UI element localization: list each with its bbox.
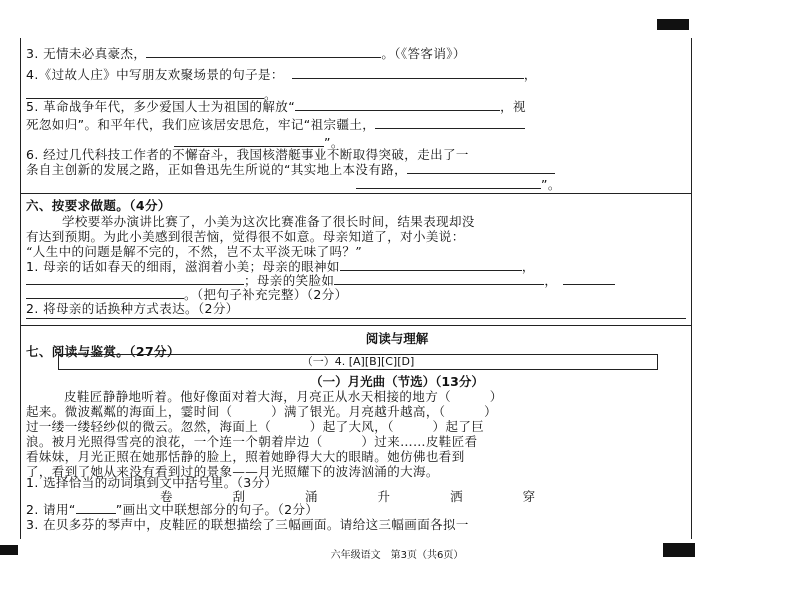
section-6-passage-line3: “人生中的问题是解不完的，不然，岂不太平淡无味了吗？” (26, 244, 363, 259)
question-5-text-2: 死忽如归”。和平年代，我们应该居安思危，牢记“祖宗疆土， (26, 117, 376, 132)
section-6-passage-line2: 有达到预期。为此小美感到很苦恼，觉得很不如意。母亲知道了，对小美说： (26, 229, 465, 244)
punctuation: ， (521, 259, 535, 274)
punctuation: 。 (264, 87, 277, 102)
question-5-line2 (26, 116, 525, 133)
question-2-text: 2. 请用“ (26, 502, 76, 517)
reading-question-3: 3. 在贝多芬的琴声中，皮鞋匠的联想描绘了三幅画面。请给这三幅画面各拟一 (26, 517, 469, 532)
passage-line-1: 皮鞋匠静静地听着。他好像面对着大海，月亮正从水天相接的地方（ ） (64, 389, 503, 404)
punctuation: ”。 (541, 177, 561, 192)
answer-blank[interactable] (26, 272, 244, 285)
reading-question-1: 1. 选择恰当的动词填到文中括号里。（3分） (26, 475, 278, 490)
question-1-note: 。（把句子补充完整）（2分） (184, 287, 348, 302)
question-6-line3 (26, 176, 561, 193)
answer-blank[interactable] (356, 176, 541, 189)
question-3-source: 。（《答客诮》） (381, 46, 466, 61)
section-6-question-2: 2. 将母亲的话换种方式表达。（2分） (26, 301, 239, 316)
passage-line-2: 起来。微波粼粼的海面上，霎时间（ ）满了银光。月亮越升越高，（ ） (26, 404, 498, 419)
answer-choice-text: （一）4. [A][B][C][D] (301, 355, 415, 368)
word-option: 刮 (232, 489, 246, 504)
answer-line[interactable] (26, 306, 686, 319)
passage-title: （一）月光曲（节选）（13分） (310, 374, 484, 389)
answer-blank[interactable] (334, 272, 544, 285)
question-6-text-2: 条自主创新的发展之路，正如鲁迅先生所说的“其实地上本没有路， (26, 162, 407, 177)
question-4 (26, 66, 537, 83)
passage-line-3: 过一缕一缕轻纱似的微云。忽然，海面上（ ）起了大风，（ ）起了巨 (26, 419, 485, 434)
underline-sample (76, 501, 116, 514)
punctuation: ， (523, 67, 537, 82)
answer-blank[interactable] (340, 258, 522, 271)
question-2-text-2: ”画出文中联想部分的句子。（2分） (115, 502, 319, 517)
answer-blank[interactable] (407, 161, 555, 174)
passage-line-4: 浪。被月光照得雪亮的浪花，一个连一个朝着岸边（ ）过来……皮鞋匠看 (26, 434, 478, 449)
answer-blank[interactable] (295, 98, 500, 111)
word-option: 穿 (522, 489, 536, 504)
word-option: 卷 (160, 489, 173, 504)
answer-blank[interactable] (26, 286, 184, 299)
punctuation: ”。 (324, 135, 344, 150)
answer-blank[interactable] (146, 45, 381, 58)
registration-mark-top-right (657, 19, 689, 30)
answer-blank[interactable] (563, 272, 615, 285)
section-7-title: 七、阅读与鉴赏。（27分） (26, 344, 180, 359)
punctuation: ， (544, 273, 558, 288)
question-1-text-2: ；母亲的笑脸如 (244, 273, 335, 288)
question-5-text-end: ，视 (500, 99, 526, 114)
question-3 (26, 45, 466, 62)
passage-line-6: 了，看到了她从来没有看到过的景象——月光照耀下的波涛汹涌的大海。 (26, 464, 439, 479)
question-6-text: 6. 经过几代科技工作者的不懈奋斗，我国核潜艇事业不断取得突破，走出了一 (26, 147, 469, 162)
answer-choice-box[interactable] (58, 354, 658, 370)
passage-line-5: 看妹妹，月光正照在她那恬静的脸上，照着她睁得大大的眼睛。她仿佛也看到 (26, 449, 465, 464)
page-footer: 六年级语文 第3页（共6页） (330, 550, 464, 561)
answer-blank[interactable] (375, 116, 525, 129)
question-1-text: 1. 母亲的话如春天的细雨，滋润着小美；母亲的眼神如 (26, 259, 340, 274)
question-4-text: 4.《过故人庄》中写朋友欢聚场景的句子是： (26, 67, 284, 82)
question-5-text: 5. 革命战争年代，多少爱国人士为祖国的解放“ (26, 99, 296, 114)
question-3-text: 3. 无情未必真豪杰， (26, 46, 147, 61)
word-option: 涌 (305, 489, 318, 504)
question-5 (26, 98, 526, 115)
section-6-passage-line1: 学校要举办演讲比赛了，小美为这次比赛准备了很长时间，结果表现却没 (62, 214, 475, 229)
section-6-title: 六、按要求做题。（4分） (26, 198, 171, 213)
word-option: 升 (377, 489, 391, 504)
word-option: 洒 (450, 489, 463, 504)
answer-blank[interactable] (292, 66, 524, 79)
reading-heading: 阅读与理解 (365, 331, 429, 346)
